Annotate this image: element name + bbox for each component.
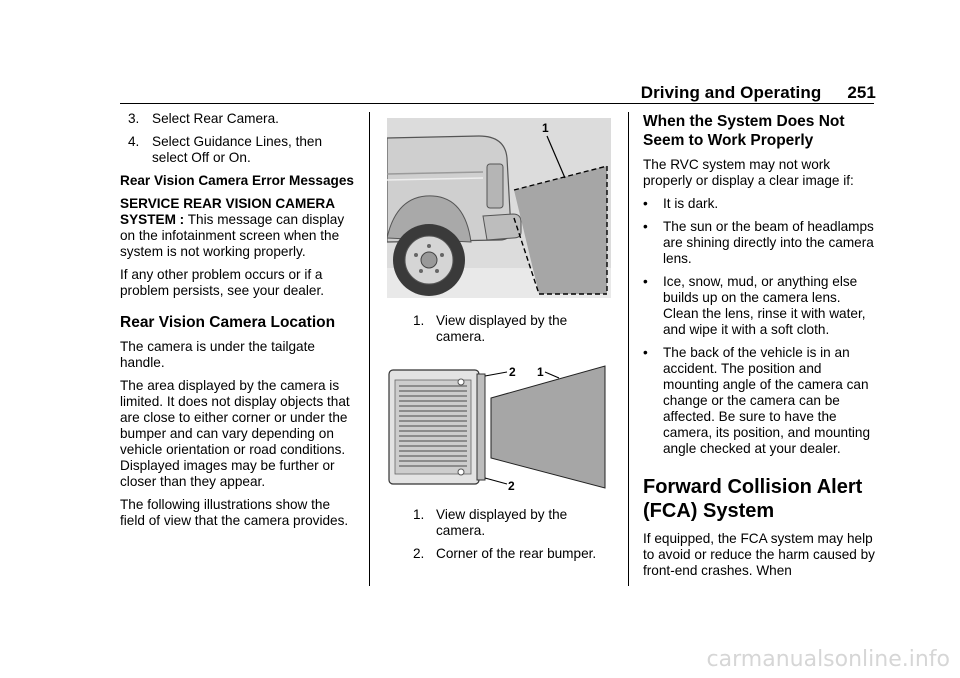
fca-heading: Forward Collision Alert (FCA) System (643, 476, 863, 522)
troubleshoot-intro: The RVC system may not work properly or display a clear image if: (643, 157, 854, 188)
callout-2-top: 2 (509, 365, 516, 379)
section-title: Driving and Operating (640, 83, 822, 102)
caption-item: 2. Corner of the rear bumper. (413, 546, 597, 561)
problem-paragraph: If any other problem occurs or if a problem persists, see your dealer. (120, 267, 325, 298)
figure-2-caption (408, 507, 618, 569)
step-item: 3. Select Rear Camera. (128, 111, 279, 126)
location-paragraph: The camera is under the tailgate handle. (120, 339, 315, 370)
bullet-item: • It is dark. (643, 196, 719, 211)
figure-1-caption (408, 313, 608, 352)
column-1 (120, 111, 358, 536)
caption-item: 1. View displayed by the camera. (413, 313, 568, 344)
callout-1: 1 (542, 121, 549, 135)
callout-1: 1 (537, 365, 544, 379)
bullet-item: • Ice, snow, mud, or anything else builds up on the camera lens. Clean the lens, rinse it with water, and wipe it with a soft cloth. (643, 274, 866, 337)
service-message-label: SERVICE REAR VISION CAMERA SYSTEM : (120, 196, 335, 227)
troubleshoot-heading: When the System Does Not Seem to Work Properly (643, 113, 845, 149)
area-paragraph: The area displayed by the camera is limited. It does not display objects that are close to either corner or under the bumper and can vary depending on vehicle orientation or road conditions. Displayed images may be further or closer than they appear. (120, 378, 350, 489)
side-view-illustration (387, 118, 611, 298)
bullet-item: • The back of the vehicle is in an accident. The position and mounting angle of the camera can change or the camera can be affected. Be sure to have the camera, its position, and mounting angle checked at your dealer. (643, 345, 871, 456)
step-item: 4. Select Guidance Lines, then select Off or On. (128, 134, 323, 165)
page-number: 251 (847, 83, 876, 102)
top-view-illustration (387, 360, 611, 494)
service-message-paragraph: SERVICE REAR VISION CAMERA SYSTEM : This message can display on the infotainment screen when the system is not working properly. (120, 196, 345, 259)
fca-paragraph: If equipped, the FCA system may help to avoid or reduce the harm caused by front-end crashes. When (643, 531, 875, 578)
column-3 (643, 98, 879, 586)
error-messages-heading: Rear Vision Camera Error Messages (120, 173, 354, 188)
column-divider-1 (369, 112, 370, 586)
bullet-item: • The sun or the beam of headlamps are shining directly into the camera lens. (643, 219, 874, 266)
column-divider-2 (628, 112, 629, 586)
camera-location-heading: Rear Vision Camera Location (120, 314, 336, 331)
watermark: carmanualsonline.info (706, 647, 950, 672)
callout-2-bottom: 2 (508, 479, 515, 493)
caption-item: 1. View displayed by the camera. (413, 507, 568, 538)
illustration-paragraph: The following illustrations show the field of view that the camera provides. (120, 497, 349, 528)
